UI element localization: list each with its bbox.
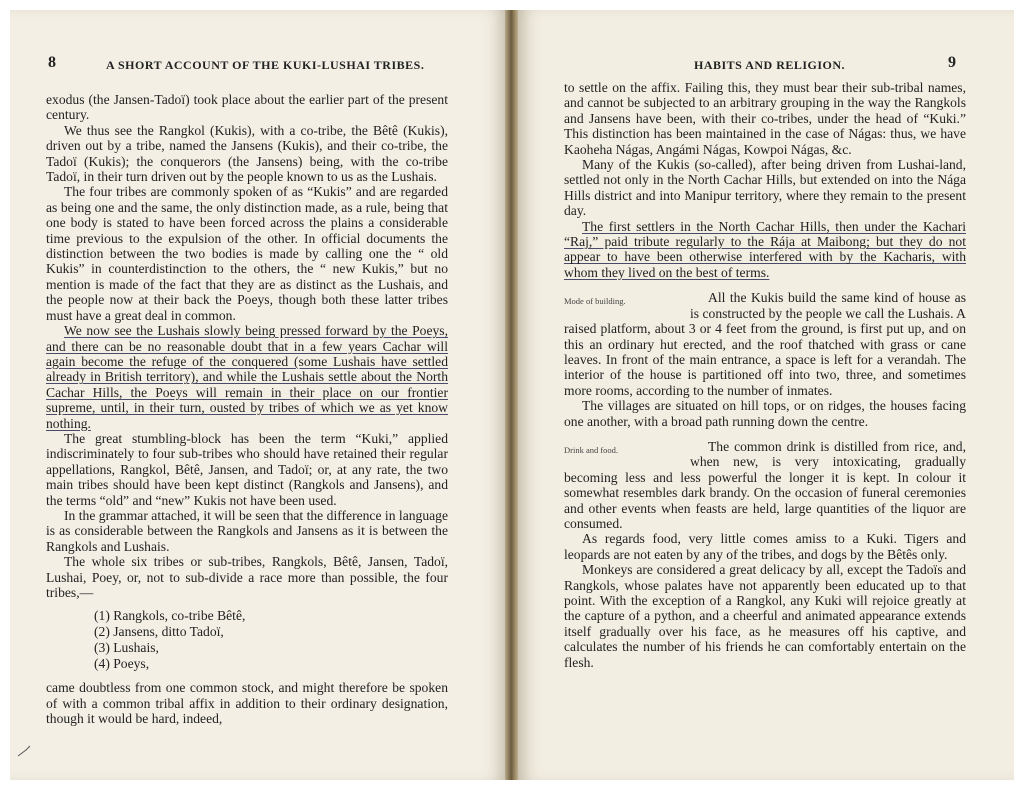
paragraph: came doubtless from one common stock, and might therefore be spoken of with a common tribal affix in addition to their ordinary designation, though it would be hard, indeed,	[46, 680, 448, 727]
underlined-paragraph: The first settlers in the North Cachar Hills, then under the Kachari “Raj,” paid tribute regularly to the Rája at Maibong; but they do not appear to have been otherwise interfered with by the Kacharis, with whom they lived on the best of terms.	[564, 218, 966, 280]
paragraph: Many of the Kukis (so-called), after being driven from Lushai-land, settled not only in the North Cachar Hills, but extended on into the Nága Hills district and into Manipur territory, where they remain to the present day.	[564, 157, 966, 219]
margin-note: Mode of building.	[564, 296, 626, 307]
right-page	[518, 10, 1014, 780]
margin-note: Drink and food.	[564, 444, 619, 455]
pen-mark-icon	[16, 742, 32, 758]
book-gutter	[505, 10, 519, 780]
paragraph: As regards food, very little comes amiss to a Kuki. Tigers and leopards are not eaten by any of the tribes, and dogs by the Bêtês only.	[564, 531, 966, 562]
paragraph: All the Kukis build the same kind of house as is constructed by the people we call the Lushais. A raised platform, about 3 or 4 feet from the ground, is first put up, and on this an ordinary hut erected, and the roof thatched with grass or cane leaves. In front of the main entrance, a space is left for a verandah. The interior of the house is partitioned off into two, three, and sometimes more rooms, according to the number of inmates.	[564, 290, 966, 398]
right-body-text	[564, 80, 966, 670]
paragraph: In the grammar attached, it will be seen that the difference in language is as considerable between the Rangkols and Jansens as it is between the Rangkols and Lushais.	[46, 507, 448, 554]
page-number: 8	[48, 54, 56, 71]
paragraph: Monkeys are considered a great delicacy by all, except the Tadoïs and Rangkols, whose palates have not apparently been educated up to that point. With the exception of a Rangkol, any Kuki will rejoice greatly at the capture of a python, and a cheerful and animated appearance extends itself gradually over his face, as he measures off his captive, and calculates the number of his friends he can comfortably entertain on the flesh.	[564, 562, 966, 670]
left-body-text	[46, 92, 448, 727]
paragraph: to settle on the affix. Failing this, they must bear their sub-tribal names, and cannot be subjected to an arbitrary grouping in the way the Rangkols and Jansens have been, with their co-tribes, under the head of “Kuki.” This distinction has been maintained in the case of Nágas: thus, we have Kaoheha Nágas, Angámi Nágas, Kowpoi Nágas, &c.	[564, 80, 966, 157]
paragraph: The villages are situated on hill tops, or on ridges, the houses facing one another, with a broad path running down the centre.	[564, 398, 966, 429]
paragraph: We thus see the Rangkol (Kukis), with a co-tribe, the Bêtê (Kukis), driven out by a tribe, named the Jansens (Kukis), and their co-tribe, the Tadoï (Kukis); the conquerors (the Jansens) being, with the co-tribe Tadoï, in their turn driven out by the people known to us as the Lushais.	[46, 122, 448, 185]
list-item: (2) Jansens, ditto Tadoï,	[94, 624, 224, 640]
paragraph: The common drink is distilled from rice, and, when new, is very intoxicating, gradually becoming less and less powerful the longer it is kept. In colour it somewhat resembles dark brandy. On the occasion of funeral ceremonies and other events when feasts are held, large quantities of the liquor are consumed.	[564, 438, 966, 531]
paragraph: The whole six tribes or sub-tribes, Rangkols, Bêtê, Jansen, Tadoï, Lushai, Poey, or, not to sub-divide a race more than possible, the four tribes,—	[46, 554, 448, 600]
list-item: (1) Rangkols, co-tribe Bêtê,	[94, 608, 246, 624]
underlined-paragraph: We now see the Lushais slowly being pressed forward by the Poeys, and there can be no reasonable doubt that in a few years Cachar will again become the refuge of the conquered (some Lushais have settled already in British territory), and while the Lushais settle about the North Cachar Hills, the Poeys will remain in their place on our frontier supreme, until, in their turn, ousted by tribes of which we as yet know nothing.	[46, 323, 448, 431]
paragraph: exodus (the Jansen-Tadoï) took place about the earlier part of the present century.	[46, 92, 448, 123]
running-head: HABITS AND RELIGION.	[694, 58, 846, 72]
paragraph: The four tribes are commonly spoken of as “Kukis” and are regarded as being one and the same, the only distinction made, as a rule, being that one body is stated to have been forced across the plains a considerable time previous to the expulsion of the other. In official documents the distinction between the two bodies is made by calling one the “ old Kukis” in counterdistinction to the others, the “ new Kukis,” but no mention is made of the fact that they are as distinct as the Lushais, and the people now at their back the Poeys, though both these latter tribes must have a great deal in common.	[46, 184, 448, 323]
list-item: (3) Lushais,	[94, 640, 159, 656]
list-item: (4) Poeys,	[94, 656, 150, 672]
left-page	[10, 10, 506, 780]
running-head: A SHORT ACCOUNT OF THE KUKI-LUSHAI TRIBES.	[106, 58, 425, 72]
page-number: 9	[948, 54, 956, 71]
tribe-list	[94, 608, 448, 672]
paragraph: The great stumbling-block has been the term “Kuki,” applied indiscriminately to four sub-tribes who should have retained their regular appellations, Rangkol, Bêtê, Jansen, and Tadoï; or, at any rate, the two main tribes should have been kept distinct (Rangkols and Jansens), and the terms “old” and “new” Kukis not have been used.	[46, 430, 448, 508]
